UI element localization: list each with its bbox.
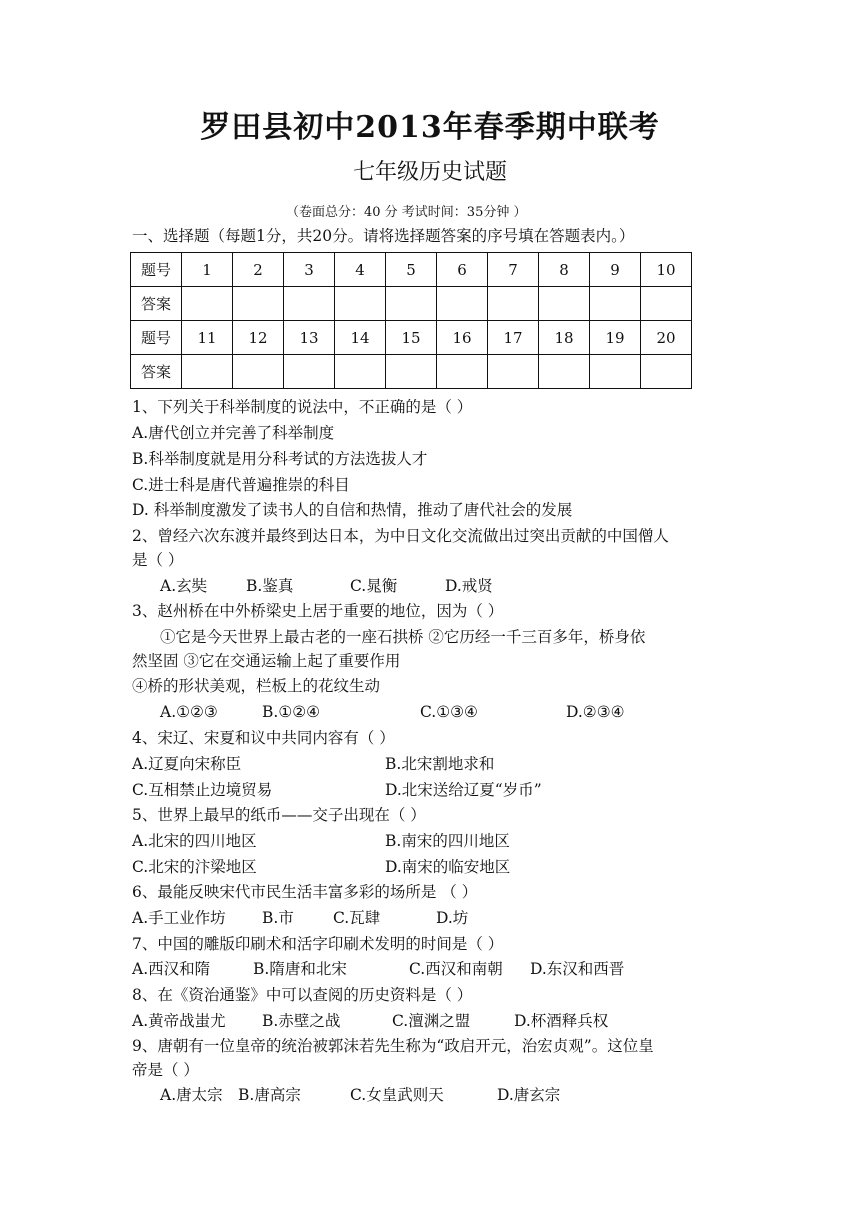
question-number-cell: 11 [182,321,233,355]
option-b: B.市 [262,909,294,927]
question-number-cell: 8 [539,253,590,287]
option-a: A.唐代创立并完善了科举制度 [132,424,335,442]
question-stem: 1、下列关于科举制度的说法中，不正确的是（ ） [132,398,473,416]
option-a: A.西汉和隋 [132,960,211,978]
option-c: C.澶渊之盟 [392,1012,471,1030]
option-c: C.进士科是唐代普遍推崇的科目 [132,476,350,494]
option-b: B.南宋的四川地区 [385,832,510,850]
question-number-cell: 20 [641,321,692,355]
option-a: A.唐太宗 [160,1086,223,1104]
option-d: D.坊 [436,909,469,927]
question-number-cell: 9 [590,253,641,287]
statement-line: 然坚固 ③它在交通运输上起了重要作用 [132,652,401,670]
question-number-cell: 16 [437,321,488,355]
question-stem: 3、赵州桥在中外桥梁史上居于重要的地位，因为（ ） [132,602,504,620]
option-a: A.手工业作坊 [132,909,226,927]
exam-meta: （卷面总分：40 分 考试时间：35分钟 ） [286,205,527,220]
question-stem-continued: 是（ ） [132,551,184,569]
answer-cell[interactable] [284,355,335,389]
option-b: B.隋唐和北宋 [253,960,347,978]
statement-line: ④桥的形状美观，栏板上的花纹生动 [132,677,381,695]
question-stem: 9、唐朝有一位皇帝的统治被郭沫若先生称为“政启开元，治宏贞观”。这位皇 [132,1037,654,1055]
answer-cell[interactable] [590,287,641,321]
option-a: A.①②③ [160,703,218,721]
option-b: B.赤壁之战 [262,1012,341,1030]
question-number-cell: 19 [590,321,641,355]
answer-cell[interactable] [539,355,590,389]
question-number-cell: 4 [335,253,386,287]
option-c: C.晁衡 [350,577,398,595]
table-header-cell: 题号 [131,253,182,287]
answer-cell[interactable] [233,355,284,389]
question-number-cell: 1 [182,253,233,287]
exam-title: 罗田县初中2013年春季期中联考 [200,110,660,145]
option-d: D.②③④ [566,703,625,721]
option-a: A.黄帝战蚩尤 [132,1012,226,1030]
question-stem-continued: 帝是（ ） [132,1061,199,1079]
option-c: C.北宋的汴梁地区 [132,858,257,876]
option-c: C.瓦肆 [333,909,381,927]
answer-cell[interactable] [386,355,437,389]
option-d: D.戒贤 [445,577,493,595]
answer-cell[interactable] [488,355,539,389]
table-row [131,287,692,321]
option-a: A.北宋的四川地区 [132,832,257,850]
table-header-cell: 题号 [131,321,182,355]
option-b: B.唐高宗 [238,1086,301,1104]
table-row [131,253,692,287]
question-stem: 2、曾经六次东渡并最终到达日本，为中日文化交流做出过突出贡献的中国僧人 [132,527,669,545]
option-c: C.互相禁止边境贸易 [132,781,273,799]
option-c: C.西汉和南朝 [409,960,503,978]
option-d: D. 科举制度激发了读书人的自信和热情，推动了唐代社会的发展 [132,501,573,519]
option-b: B.鉴真 [246,577,294,595]
question-number-cell: 5 [386,253,437,287]
answer-cell[interactable] [590,355,641,389]
answer-cell[interactable] [182,287,233,321]
option-b: B.科举制度就是用分科考试的方法选拔人才 [132,450,428,468]
answer-cell[interactable] [437,287,488,321]
option-c: C.①③④ [420,703,478,721]
question-number-cell: 3 [284,253,335,287]
answer-cell[interactable] [386,287,437,321]
answer-cell[interactable] [488,287,539,321]
option-d: D.杯酒释兵权 [514,1012,609,1030]
option-d: D.南宋的临安地区 [385,858,511,876]
question-number-cell: 15 [386,321,437,355]
answer-cell[interactable] [437,355,488,389]
question-number-cell: 10 [641,253,692,287]
option-a: A.辽夏向宋称臣 [132,755,242,773]
option-c: C.女皇武则天 [350,1086,444,1104]
statement-line: ①它是今天世界上最古老的一座石拱桥 ②它历经一千三百多年，桥身依 [160,628,646,646]
table-row [131,321,692,355]
table-row [131,355,692,389]
exam-subtitle: 七年级历史试题 [352,160,507,185]
answer-cell[interactable] [539,287,590,321]
answer-cell[interactable] [641,355,692,389]
answer-cell[interactable] [335,287,386,321]
question-number-cell: 6 [437,253,488,287]
table-header-cell: 答案 [131,355,182,389]
answer-cell[interactable] [233,287,284,321]
question-stem: 4、宋辽、宋夏和议中共同内容有（ ） [132,729,395,747]
question-stem: 5、世界上最早的纸币——交子出现在（ ） [132,806,426,824]
answer-cell[interactable] [641,287,692,321]
answer-cell[interactable] [284,287,335,321]
option-a: A.玄奘 [160,577,208,595]
question-number-cell: 2 [233,253,284,287]
question-number-cell: 12 [233,321,284,355]
option-d: D.唐玄宗 [497,1086,561,1104]
question-number-cell: 13 [284,321,335,355]
question-number-cell: 18 [539,321,590,355]
question-stem: 7、中国的雕版印刷术和活字印刷术发明的时间是（ ） [132,935,504,953]
option-d: D.东汉和西晋 [530,960,625,978]
section-heading: 一、选择题（每题1分，共20分。请将选择题答案的序号填在答题表内。） [132,227,635,245]
question-number-cell: 17 [488,321,539,355]
answer-cell[interactable] [182,355,233,389]
option-b: B.①②④ [262,703,321,721]
table-header-cell: 答案 [131,287,182,321]
answer-cell[interactable] [335,355,386,389]
question-number-cell: 14 [335,321,386,355]
option-d: D.北宋送给辽夏“岁币” [385,781,542,799]
question-number-cell: 7 [488,253,539,287]
question-stem: 6、最能反映宋代市民生活丰富多彩的场所是 （ ） [132,883,478,901]
question-stem: 8、在《资治通鉴》中可以查阅的历史资料是（ ） [132,986,473,1004]
answer-table [130,252,692,389]
option-b: B.北宋割地求和 [385,755,495,773]
